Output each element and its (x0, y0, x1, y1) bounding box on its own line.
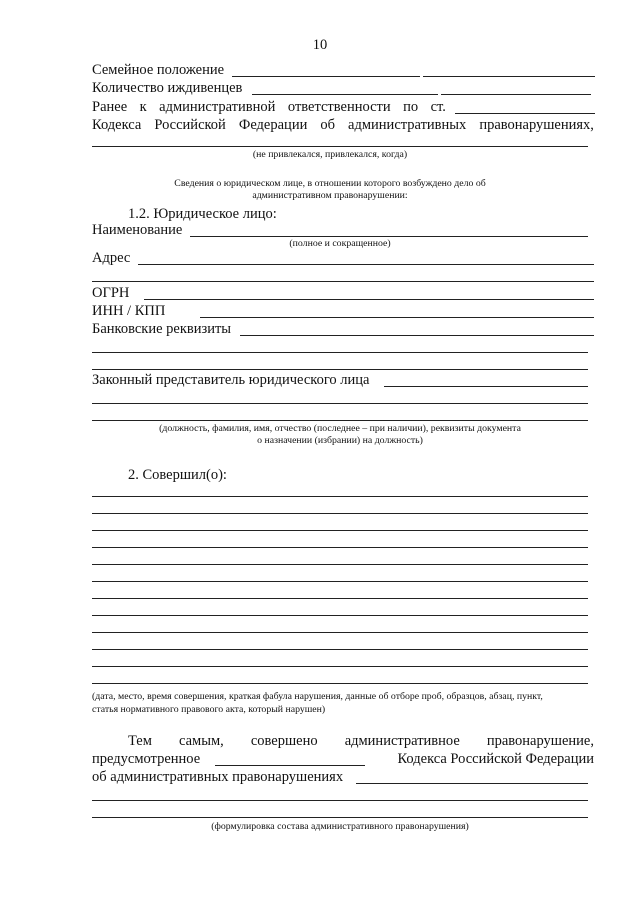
committed-field-8[interactable] (92, 615, 588, 616)
legal-rep-field-3[interactable] (92, 420, 588, 421)
code-line-text: Кодекса Российской Федерации об административных правонарушениях, (92, 117, 594, 133)
marital-status-field[interactable] (232, 76, 420, 77)
legal-entity-heading: 1.2. Юридическое лицо: (128, 206, 277, 222)
prior-details-field[interactable] (92, 146, 588, 147)
committed-field-5[interactable] (92, 564, 588, 565)
legal-rep-hint-line1: (должность, фамилия, имя, отчество (последнее – при наличии), реквизиты документа (159, 423, 521, 434)
dependents-field-2[interactable] (441, 94, 591, 95)
marital-status-label: Семейное положение (92, 62, 225, 78)
conclusion-hint: (формулировка состава административного правонарушения) (211, 821, 469, 832)
legal-rep-field-2[interactable] (92, 403, 588, 404)
legal-rep-label: Законный представитель юридического лица (92, 372, 370, 388)
bank-details-label: Банковские реквизиты (92, 321, 232, 337)
committed-hint-line2: статья нормативного правового акта, который нарушен) (92, 704, 326, 715)
legal-entity-info-line1: Сведения о юридическом лице, в отношении которого возбуждено дело об (174, 178, 486, 189)
article-field[interactable] (215, 765, 365, 766)
committed-field-6[interactable] (92, 581, 588, 582)
committed-field-2[interactable] (92, 513, 588, 514)
page-number: 10 (312, 37, 328, 53)
dependents-label: Количество иждивенцев (92, 80, 243, 96)
prior-article-field[interactable] (455, 113, 595, 114)
bank-details-field-3[interactable] (92, 369, 588, 370)
committed-field-11[interactable] (92, 666, 588, 667)
conclusion-field-3[interactable] (92, 817, 588, 818)
conclusion-field[interactable] (356, 783, 588, 784)
ogrn-field[interactable] (144, 299, 594, 300)
inn-kpp-label: ИНН / КПП (92, 303, 166, 319)
prior-liability-hint: (не привлекался, привлекался, когда) (252, 149, 408, 160)
conclusion-line3: об административных правонарушениях (92, 769, 344, 785)
committed-heading: 2. Совершил(о): (128, 467, 227, 483)
committed-field-10[interactable] (92, 649, 588, 650)
address-field[interactable] (138, 264, 594, 265)
committed-field-7[interactable] (92, 598, 588, 599)
committed-field-3[interactable] (92, 530, 588, 531)
conclusion-line1: Тем самым, совершено административное правонарушение, (128, 733, 594, 749)
marital-status-field-2[interactable] (423, 76, 595, 77)
address-field-2[interactable] (92, 281, 594, 282)
committed-hint-line1: (дата, место, время совершения, краткая фабула нарушения, данные об отборе проб, образцов, абзац, пункт, (92, 691, 543, 702)
conclusion-line2-end: Кодекса Российской Федерации (397, 751, 594, 767)
bank-details-field-2[interactable] (92, 352, 588, 353)
prior-liability-text: Ранее к административной ответственности по ст. (92, 99, 446, 115)
conclusion-line2-start: предусмотренное (92, 751, 201, 767)
dependents-field[interactable] (252, 94, 438, 95)
committed-field-12[interactable] (92, 683, 588, 684)
committed-field-1[interactable] (92, 496, 588, 497)
legal-rep-field[interactable] (384, 386, 588, 387)
bank-details-field[interactable] (240, 335, 594, 336)
committed-field-9[interactable] (92, 632, 588, 633)
entity-name-field[interactable] (190, 236, 588, 237)
conclusion-field-2[interactable] (92, 800, 588, 801)
entity-name-hint: (полное и сокращенное) (289, 238, 391, 249)
legal-entity-info-line2: административном правонарушении: (252, 190, 408, 201)
committed-field-4[interactable] (92, 547, 588, 548)
ogrn-label: ОГРН (92, 285, 130, 301)
entity-name-label: Наименование (92, 222, 183, 238)
legal-rep-hint-line2: о назначении (избрании) на должность) (257, 435, 423, 446)
address-label: Адрес (92, 250, 131, 266)
inn-kpp-field[interactable] (200, 317, 594, 318)
